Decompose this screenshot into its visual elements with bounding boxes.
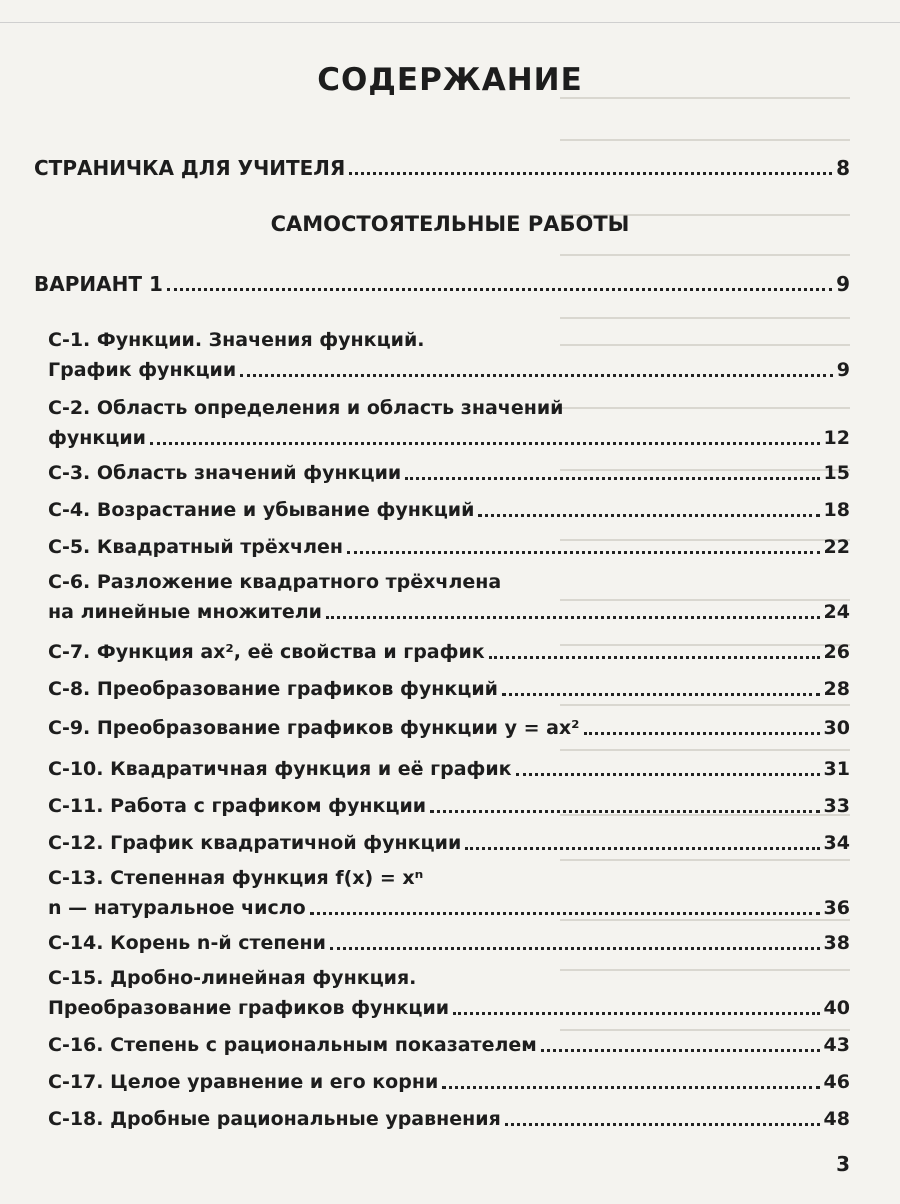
toc-entry-c7 xyxy=(48,634,850,664)
toc-entry-c3 xyxy=(48,455,850,485)
toc-page-number: 24 xyxy=(823,601,850,623)
dot-leader xyxy=(541,1048,820,1052)
toc-page-number: 22 xyxy=(823,536,850,558)
section-title: САМОСТОЯТЕЛЬНЫЕ РАБОТЫ xyxy=(270,212,630,236)
toc-page-number: 48 xyxy=(823,1108,850,1130)
toc-entry-c8 xyxy=(48,671,850,701)
toc-entry-c2 xyxy=(48,420,850,450)
dot-leader xyxy=(505,1122,820,1126)
toc-entry-teacher-page xyxy=(34,150,850,180)
toc-page-number: 46 xyxy=(823,1071,850,1093)
page-number: 3 xyxy=(836,1152,850,1176)
toc-entry-label: С-4. Возрастание и убывание функций xyxy=(48,499,475,521)
dot-leader xyxy=(465,846,819,850)
dot-leader xyxy=(442,1085,819,1089)
toc-entry-label: С-10. Квадратичная функция и её график xyxy=(48,758,512,780)
dot-leader xyxy=(167,287,832,291)
toc-entry-label: С-5. Квадратный трёхчлен xyxy=(48,536,344,558)
toc-entry-c17 xyxy=(48,1064,850,1094)
toc-entry-label: ВАРИАНТ 1 xyxy=(34,272,163,296)
dot-leader xyxy=(405,476,819,480)
toc-entry-variant xyxy=(34,266,850,296)
dot-leader xyxy=(516,772,820,776)
toc-entry-label: на линейные множители xyxy=(48,601,322,623)
toc-entry-c13-line1: С-13. Степенная функция f(x) = xⁿ xyxy=(48,867,424,889)
toc-entry-label: С-9. Преобразование графиков функции y = ax² xyxy=(48,717,580,739)
toc-entry-c5 xyxy=(48,529,850,559)
dot-leader xyxy=(478,513,819,517)
dot-leader xyxy=(584,731,820,735)
toc-entry-c6 xyxy=(48,594,850,624)
dot-leader xyxy=(240,373,833,377)
toc-page-number: 31 xyxy=(823,758,850,780)
toc-page-number: 28 xyxy=(823,678,850,700)
toc-entry-c16 xyxy=(48,1027,850,1057)
toc-entry-c18 xyxy=(48,1101,850,1131)
toc-page-number: 26 xyxy=(823,641,850,663)
toc-entry-label: Преобразование графиков функции xyxy=(48,997,450,1019)
dot-leader xyxy=(349,171,832,175)
toc-page-number: 18 xyxy=(823,499,850,521)
dot-leader xyxy=(330,946,820,950)
toc-entry-c2-line1: С-2. Область определения и область значений xyxy=(48,397,564,419)
toc-entry-label: С-16. Степень с рациональным показателем xyxy=(48,1034,537,1056)
toc-entry-label: С-18. Дробные рациональные уравнения xyxy=(48,1108,501,1130)
toc-entry-c1-line1: С-1. Функции. Значения функций. xyxy=(48,329,425,351)
toc-entry-c6-line1: С-6. Разложение квадратного трёхчлена xyxy=(48,571,502,593)
toc-page-number: 33 xyxy=(823,795,850,817)
header-strip xyxy=(0,0,900,23)
toc-entry-c12 xyxy=(48,825,850,855)
toc-entry-label: С-11. Работа с графиком функции xyxy=(48,795,427,817)
dot-leader xyxy=(502,692,820,696)
toc-page-number: 34 xyxy=(823,832,850,854)
dot-leader xyxy=(489,655,820,659)
toc-entry-c9 xyxy=(48,710,850,740)
toc-page-number: 30 xyxy=(823,717,850,739)
toc-entry-c15-line1: С-15. Дробно-линейная функция. xyxy=(48,967,417,989)
toc-entry-c4 xyxy=(48,492,850,522)
toc-entry-c11 xyxy=(48,788,850,818)
toc-entry-c13 xyxy=(48,890,850,920)
dot-leader xyxy=(310,911,820,915)
toc-entry-label: n — натуральное число xyxy=(48,897,306,919)
toc-entry-label: СТРАНИЧКА ДЛЯ УЧИТЕЛЯ xyxy=(34,156,346,180)
toc-entry-label: С-3. Область значений функции xyxy=(48,462,402,484)
toc-entry-label: функции xyxy=(48,427,146,449)
toc-entry-label: С-17. Целое уравнение и его корни xyxy=(48,1071,439,1093)
toc-entry-c15 xyxy=(48,990,850,1020)
dot-leader xyxy=(453,1011,819,1015)
toc-entry-label: График функции xyxy=(48,359,237,381)
toc-page-number: 43 xyxy=(823,1034,850,1056)
toc-entry-label: С-7. Функция ax², её свойства и график xyxy=(48,641,485,663)
toc-entry-label: С-8. Преобразование графиков функций xyxy=(48,678,498,700)
toc-entry-label: С-14. Корень n-й степени xyxy=(48,932,326,954)
toc-page-number: 9 xyxy=(836,359,850,381)
toc-page-number: 12 xyxy=(823,427,850,449)
toc-page-number: 9 xyxy=(836,272,850,296)
page-title: СОДЕРЖАНИЕ xyxy=(317,62,583,98)
toc-entry-c10 xyxy=(48,751,850,781)
dot-leader xyxy=(347,550,820,554)
dot-leader xyxy=(430,809,819,813)
toc-entry-label: С-12. График квадратичной функции xyxy=(48,832,462,854)
toc-entry-c1 xyxy=(48,352,850,382)
toc-page-number: 40 xyxy=(823,997,850,1019)
dot-leader xyxy=(326,615,820,619)
toc-page-number: 36 xyxy=(823,897,850,919)
toc-page-number: 38 xyxy=(823,932,850,954)
toc-entry-c14 xyxy=(48,925,850,955)
toc-page-number: 15 xyxy=(823,462,850,484)
toc-page-number: 8 xyxy=(836,156,850,180)
dot-leader xyxy=(150,441,820,445)
